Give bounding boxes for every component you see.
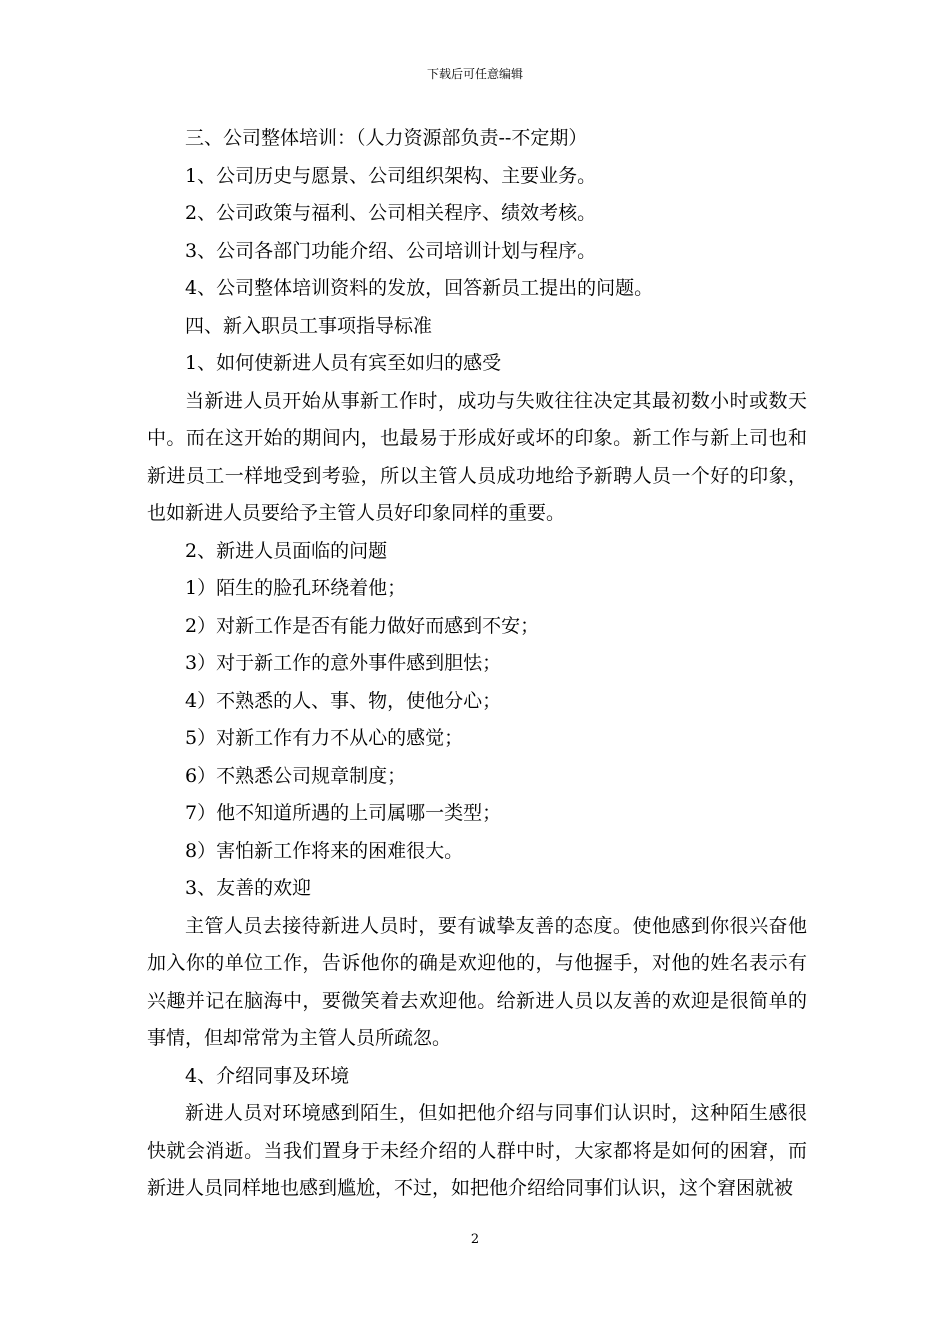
list-item: 2）对新工作是否有能力做好而感到不安；: [185, 614, 540, 637]
subheading-problems: 2、新进人员面临的问题: [185, 539, 388, 562]
document-body: [147, 120, 807, 1208]
list-item: 5）对新工作有力不从心的感觉；: [185, 727, 464, 749]
subheading-introduce-colleagues: 4、介绍同事及环境: [185, 1064, 350, 1087]
list-item: 1、公司历史与愿景、公司组织架构、主要业务。: [185, 164, 597, 187]
section-heading-new-hire-guidance: 四、新入职员工事项指导标准: [185, 314, 433, 337]
list-item: 4、公司整体培训资料的发放，回答新员工提出的问题。: [185, 277, 654, 299]
list-item: 8）害怕新工作将来的困难很大。: [185, 839, 464, 862]
page-header: 下载后可任意编辑: [426, 67, 523, 81]
body-paragraph: 当新进人员开始从事新工作时，成功与失败往往决定其最初数小时或数天中。而在这开始的期间内，也最易于形成好或坏的印象。新工作与新上司也和新进员工一样地受到考验，所以主管人员成功地给予新聘人员一个好的印象，也如新进人员要给予主管人员好印象同样的重要。: [147, 389, 807, 524]
section-heading-overall-training: 三、公司整体培训：（人力资源部负责--不定期）: [185, 127, 588, 149]
list-item: 3）对于新工作的意外事件感到胆怯；: [185, 652, 502, 674]
list-item: 2、公司政策与福利、公司相关程序、绩效考核。: [185, 202, 597, 224]
list-item: 7）他不知道所遇的上司属哪一类型；: [185, 802, 502, 824]
page-number: 2: [470, 1232, 480, 1247]
list-item: 1）陌生的脸孔环绕着他；: [185, 577, 407, 599]
list-item: 4）不熟悉的人、事、物，使他分心；: [185, 689, 502, 712]
list-item: 3、公司各部门功能介绍、公司培训计划与程序。: [185, 239, 597, 262]
subheading-welcome-feeling: 1、如何使新进人员有宾至如归的感受: [185, 352, 502, 374]
body-paragraph: 新进人员对环境感到陌生，但如把他介绍与同事们认识时，这种陌生感很快就会消逝。当我们置身于未经介绍的人群中时，大家都将是如何的困窘，而新进人员同样地也感到尴尬，不过，如把他介绍给同事们认识，这个窘困就被: [147, 1102, 807, 1199]
body-paragraph: 主管人员去接待新进人员时，要有诚挚友善的态度。使他感到你很兴奋他加入你的单位工作，告诉他你的确是欢迎他的，与他握手，对他的姓名表示有兴趣并记在脑海中，要微笑着去欢迎他。给新进人员以友善的欢迎是很简单的事情，但却常常为主管人员所疏忽。: [147, 914, 807, 1049]
subheading-friendly-welcome: 3、友善的欢迎: [185, 877, 312, 899]
list-item: 6）不熟悉公司规章制度；: [185, 764, 407, 787]
